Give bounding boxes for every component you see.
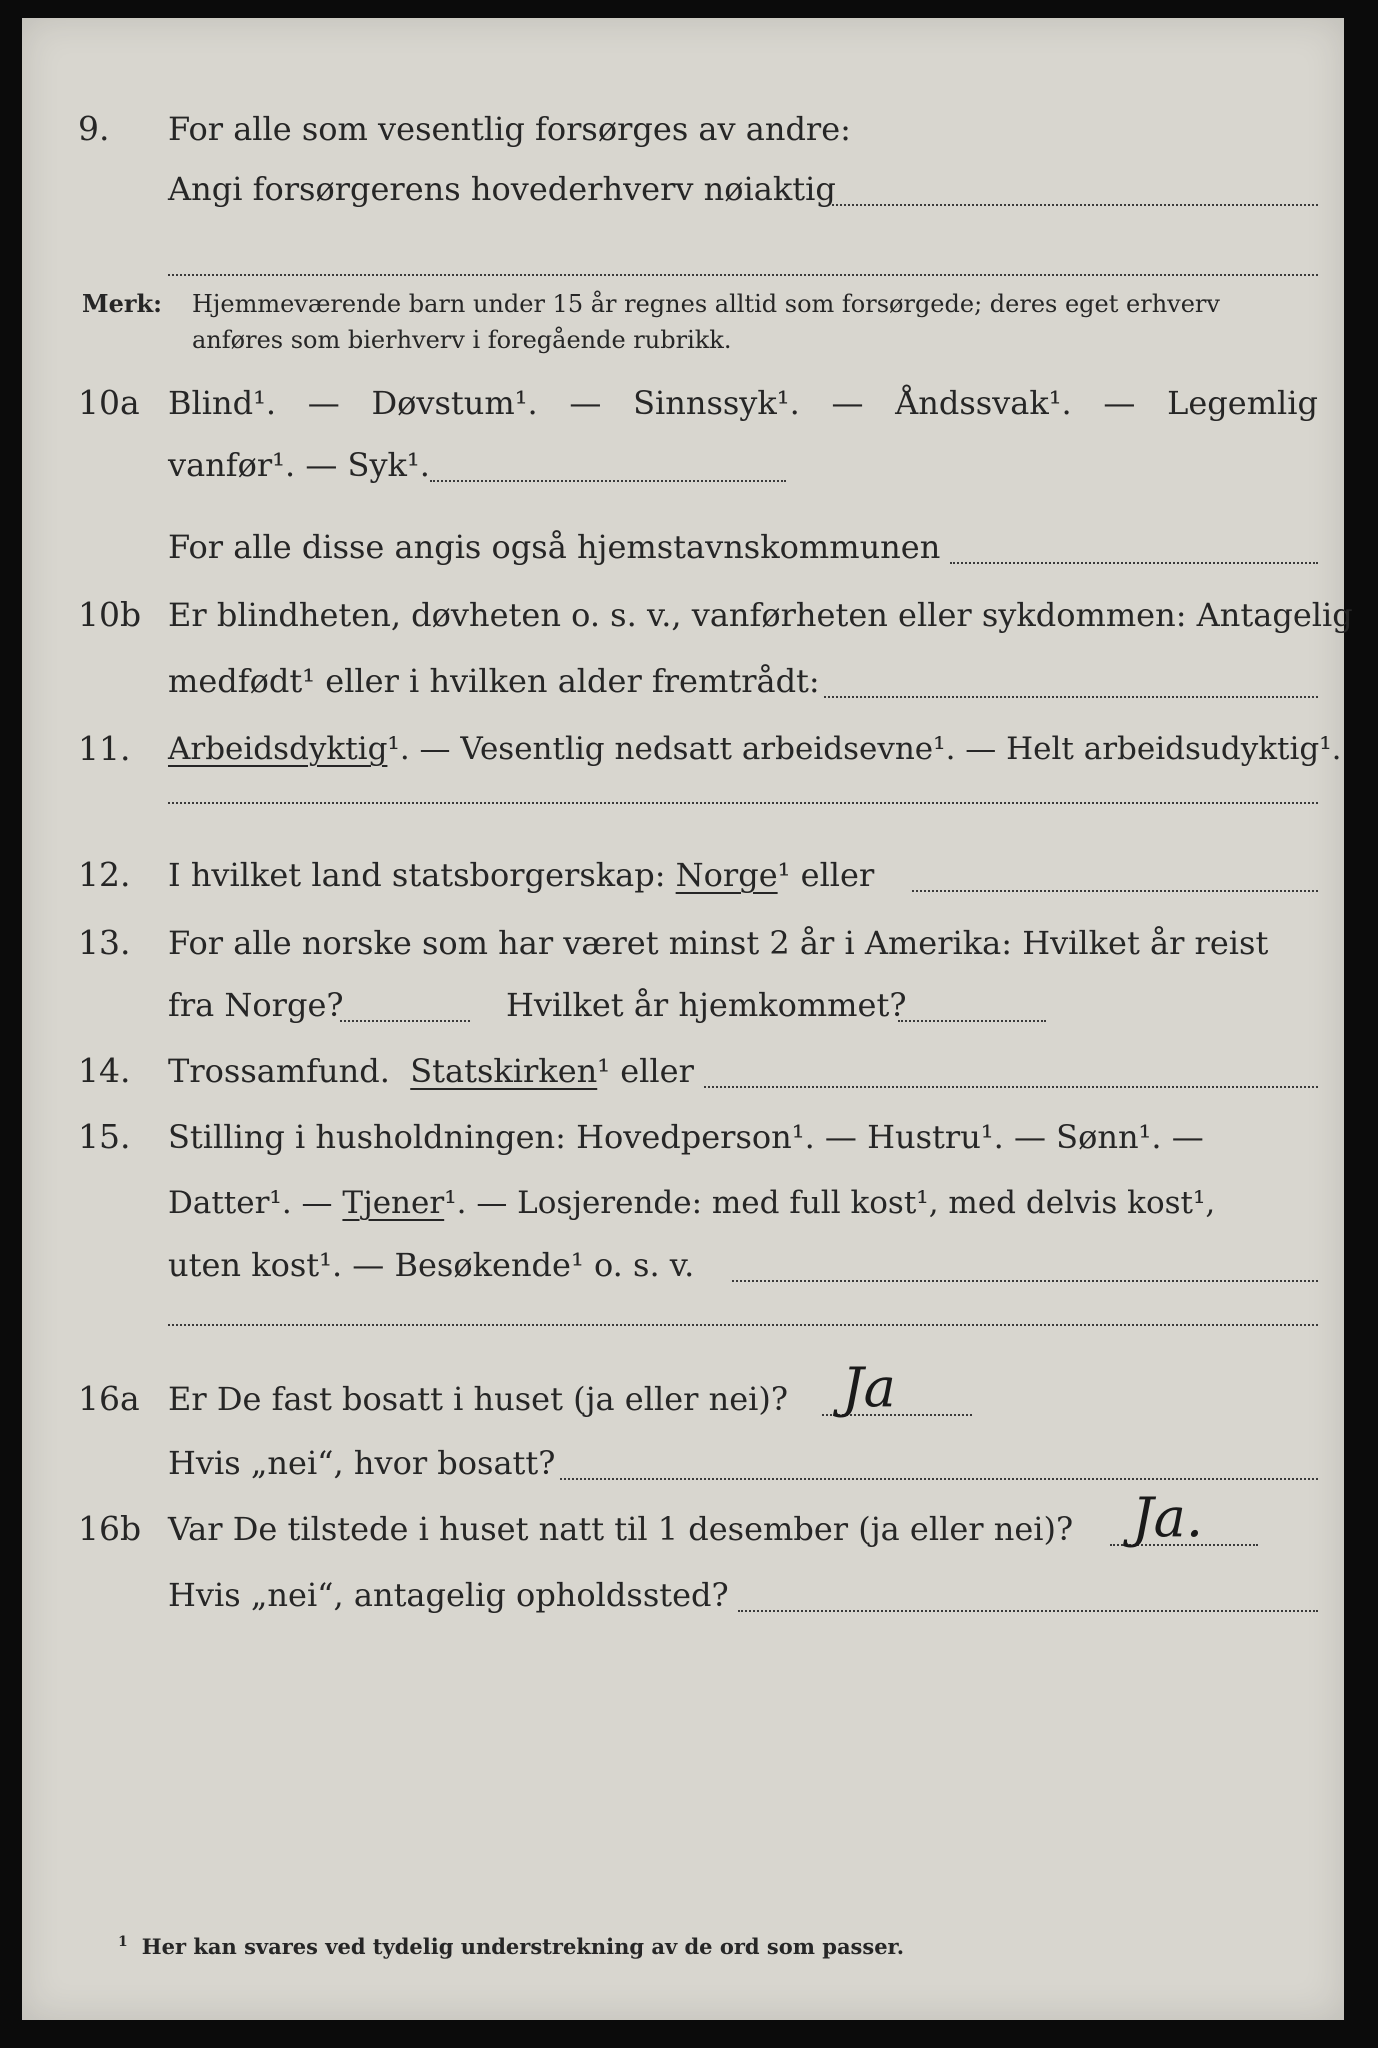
question-number: 11. [78,729,131,768]
answer-line[interactable] [560,1478,1318,1480]
question-9 [22,104,1344,154]
answer-line[interactable] [738,1610,1318,1612]
answer-line[interactable] [430,480,786,482]
selected-option: Tjener [342,1185,445,1221]
separator-dash: — [569,384,602,422]
separator-dash: — [831,384,864,422]
option-text: ¹. — Losjerende: med full kost¹, med delvis kost¹, [444,1185,1216,1221]
answer-line[interactable] [168,1324,1318,1326]
selected-option: Arbeidsdyktig [168,731,388,767]
note-text: Hjemmeværende barn under 15 år regnes alltid som forsørgede; deres eget erhverv [192,290,1220,318]
footnote [118,1934,904,1959]
census-form-page [22,18,1353,2020]
footnote-text: Her kan svares ved tydelig understrekning av de ord som passer. [141,1934,905,1959]
question-13 [22,918,1344,968]
question-15-line3 [22,1240,1344,1290]
question-text: vanfør¹. — Syk¹. [168,446,430,484]
question-14 [22,1046,1344,1096]
answer-line[interactable] [824,696,1318,698]
question-text: Er blindheten, døvheten o. s. v., vanførheten eller sykdommen: Antagelig [168,596,1353,634]
question-prompt: Trossamfund. [168,1052,390,1090]
question-prompt: I hvilket land statsborgerskap: [168,856,666,894]
question-text [168,724,1342,774]
question-text [168,378,1318,428]
answer-line[interactable] [832,204,1318,206]
question-13-line2 [22,980,1344,1030]
answer-line[interactable] [912,890,1318,892]
question-10b-line2 [22,656,1344,706]
question-text [168,1178,1215,1228]
question-12 [22,850,1344,900]
question-number: 14. [78,1051,131,1090]
handwritten-answer: Ja. [1132,1486,1204,1549]
question-text: uten kost¹. — Besøkende¹ o. s. v. [168,1246,695,1284]
separator-dash: — [307,384,340,422]
question-number: 10b [78,595,142,634]
question-10b [22,590,1353,640]
question-number: 13. [78,923,131,962]
question-text: For alle som vesentlig forsørges av andre: [168,110,851,148]
question-number: 16a [78,1379,140,1418]
question-16a [22,1356,1344,1424]
separator-dash: — [1103,384,1136,422]
answer-line[interactable] [168,802,1318,804]
question-text: fra Norge? [168,986,344,1024]
answer-line[interactable] [950,562,1318,564]
option-text: ¹ eller [597,1052,694,1090]
answer-line[interactable] [168,274,1318,276]
question-number: 12. [78,855,131,894]
option-text: ¹ eller [777,856,875,894]
option-blind: Blind¹. [168,384,277,422]
question-text: Var De tilstede i huset natt til 1 desember (ja eller nei)? [168,1510,1074,1548]
question-text: Stilling i husholdningen: Hovedperson¹. — Hustru¹. — Sønn¹. — [168,1118,1204,1156]
question-text: For alle disse angis også hjemstavnskommunen [168,528,941,566]
option-text: ¹. — Vesentlig nedsatt arbeidsevne¹. — Helt arbeidsudyktig¹. [387,731,1342,767]
question-text: Hvis „nei“, hvor bosatt? [168,1444,556,1482]
answer-line[interactable] [340,1020,470,1022]
selected-option: Norge [675,856,778,894]
question-text [168,850,874,900]
question-number: 16b [78,1509,142,1548]
answer-line[interactable] [898,1020,1046,1022]
option-legemlig: Legemlig [1167,384,1318,422]
footnote-mark: 1 [118,1934,128,1950]
question-15 [22,1112,1344,1162]
question-number: 9. [78,109,110,148]
selected-option: Statskirken [410,1052,598,1090]
option-dovstum: Døvstum¹. [371,384,538,422]
question-text: medfødt¹ eller i hvilken alder fremtrådt: [168,662,820,700]
question-11 [22,724,1344,774]
question-number: 10a [78,383,140,422]
question-16b [22,1486,1344,1554]
question-text: Hvilket år hjemkommet? [506,986,907,1024]
note-block [22,286,1344,366]
question-10a-line3 [22,522,1344,572]
question-15-line2 [22,1178,1344,1228]
question-text: Er De fast bosatt i huset (ja eller nei)? [168,1380,789,1418]
handwritten-answer: Ja [842,1356,896,1419]
question-number: 15. [78,1117,131,1156]
question-16b-line2 [22,1570,1344,1620]
note-label: Merk: [82,289,162,318]
note-text: anføres som bierhverv i foregående rubrikk. [192,326,732,354]
question-9-line2 [22,164,1344,214]
option-text: Datter¹. — [168,1185,333,1221]
question-16a-line2 [22,1438,1344,1488]
question-text: Hvis „nei“, antagelig opholdssted? [168,1576,729,1614]
question-text: Angi forsørgerens hovederhverv nøiaktig [168,170,836,208]
option-andssvak: Åndssvak¹. [895,384,1072,422]
option-sinnssyk: Sinnssyk¹. [633,384,800,422]
answer-line[interactable] [732,1280,1318,1282]
question-text [168,1046,694,1096]
question-10a-line2 [22,440,1344,490]
answer-line[interactable] [704,1086,1318,1088]
question-10a [22,378,1344,428]
question-text: For alle norske som har været minst 2 år i Amerika: Hvilket år reist [168,924,1269,962]
